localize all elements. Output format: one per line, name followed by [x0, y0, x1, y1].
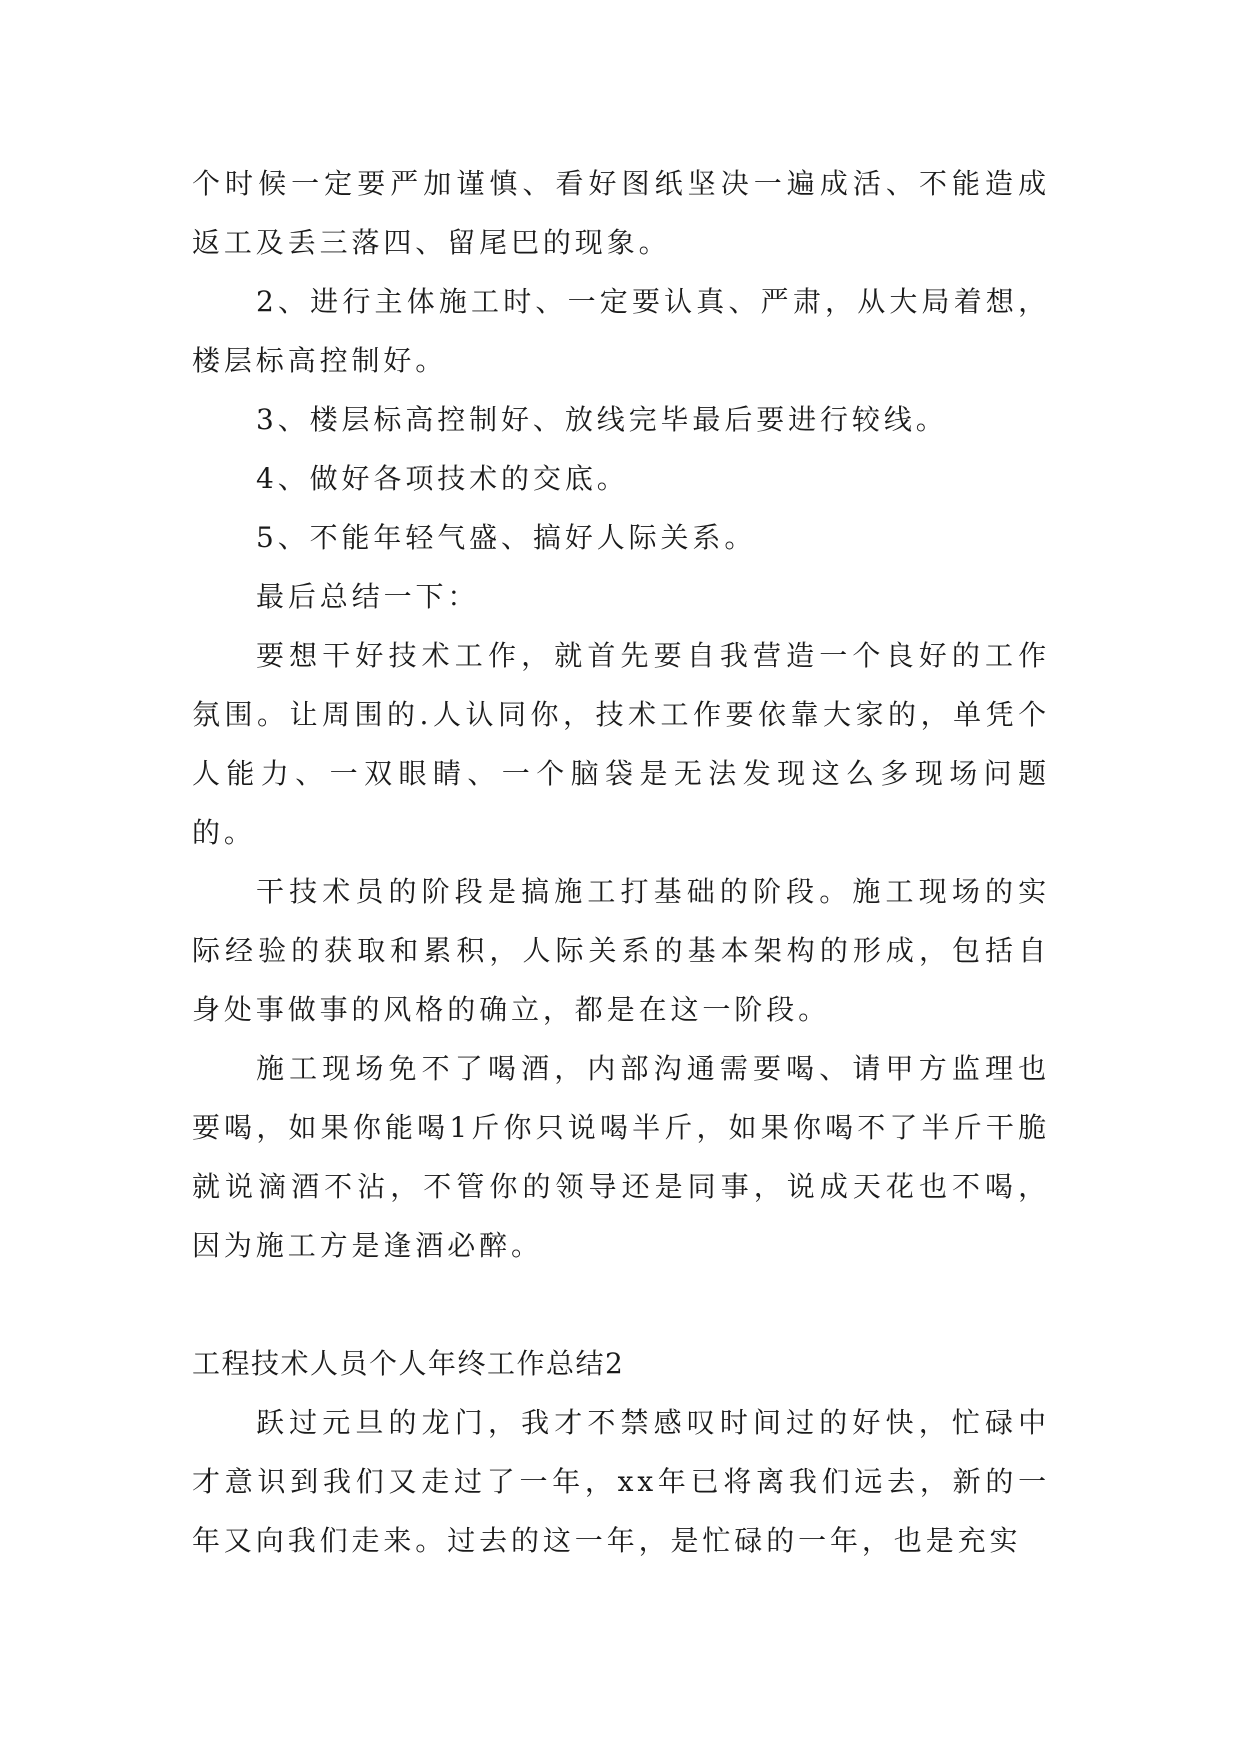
section-paragraph-1: 跃过元旦的龙门，我才不禁感叹时间过的好快，忙碌中才意识到我们又走过了一年，xx年已将离我们远去，新的一年又向我们走来。过去的这一年，是忙碌的一年，也是充实 [192, 1406, 1050, 1557]
paragraph-9: 施工现场免不了喝酒，内部沟通需要喝、请甲方监理也要喝，如果你能喝1斤你只说喝半斤，如果你喝不了半斤干脆就说滴酒不沾，不管你的领导还是同事，说成天花也不喝，因为施工方是逢酒必醉。 [192, 1052, 1050, 1262]
paragraph-8: 干技术员的阶段是搞施工打基础的阶段。施工现场的实际经验的获取和累积，人际关系的基本架构的形成，包括自身处事做事的风格的确立，都是在这一阶段。 [192, 875, 1050, 1026]
paragraph-7: 要想干好技术工作，就首先要自我营造一个良好的工作氛围。让周围的.人认同你，技术工作要依靠大家的，单凭个人能力、一双眼睛、一个脑袋是无法发现这么多现场问题的。 [192, 639, 1050, 849]
paragraph-6: 最后总结一下： [256, 580, 480, 613]
document-body [192, 154, 1050, 1570]
section-heading: 工程技术人员个人年终工作总结2 [192, 1347, 625, 1380]
paragraph-5: 5、不能年轻气盛、搞好人际关系。 [256, 521, 757, 554]
paragraph-4: 4、做好各项技术的交底。 [256, 462, 629, 495]
paragraph-1: 个时候一定要严加谨慎、看好图纸坚决一遍成活、不能造成返工及丢三落四、留尾巴的现象。 [192, 167, 1050, 259]
paragraph-2: 2、进行主体施工时、一定要认真、严肃，从大局着想，楼层标高控制好。 [192, 285, 1050, 377]
paragraph-3: 3、楼层标高控制好、放线完毕最后要进行较线。 [256, 403, 948, 436]
